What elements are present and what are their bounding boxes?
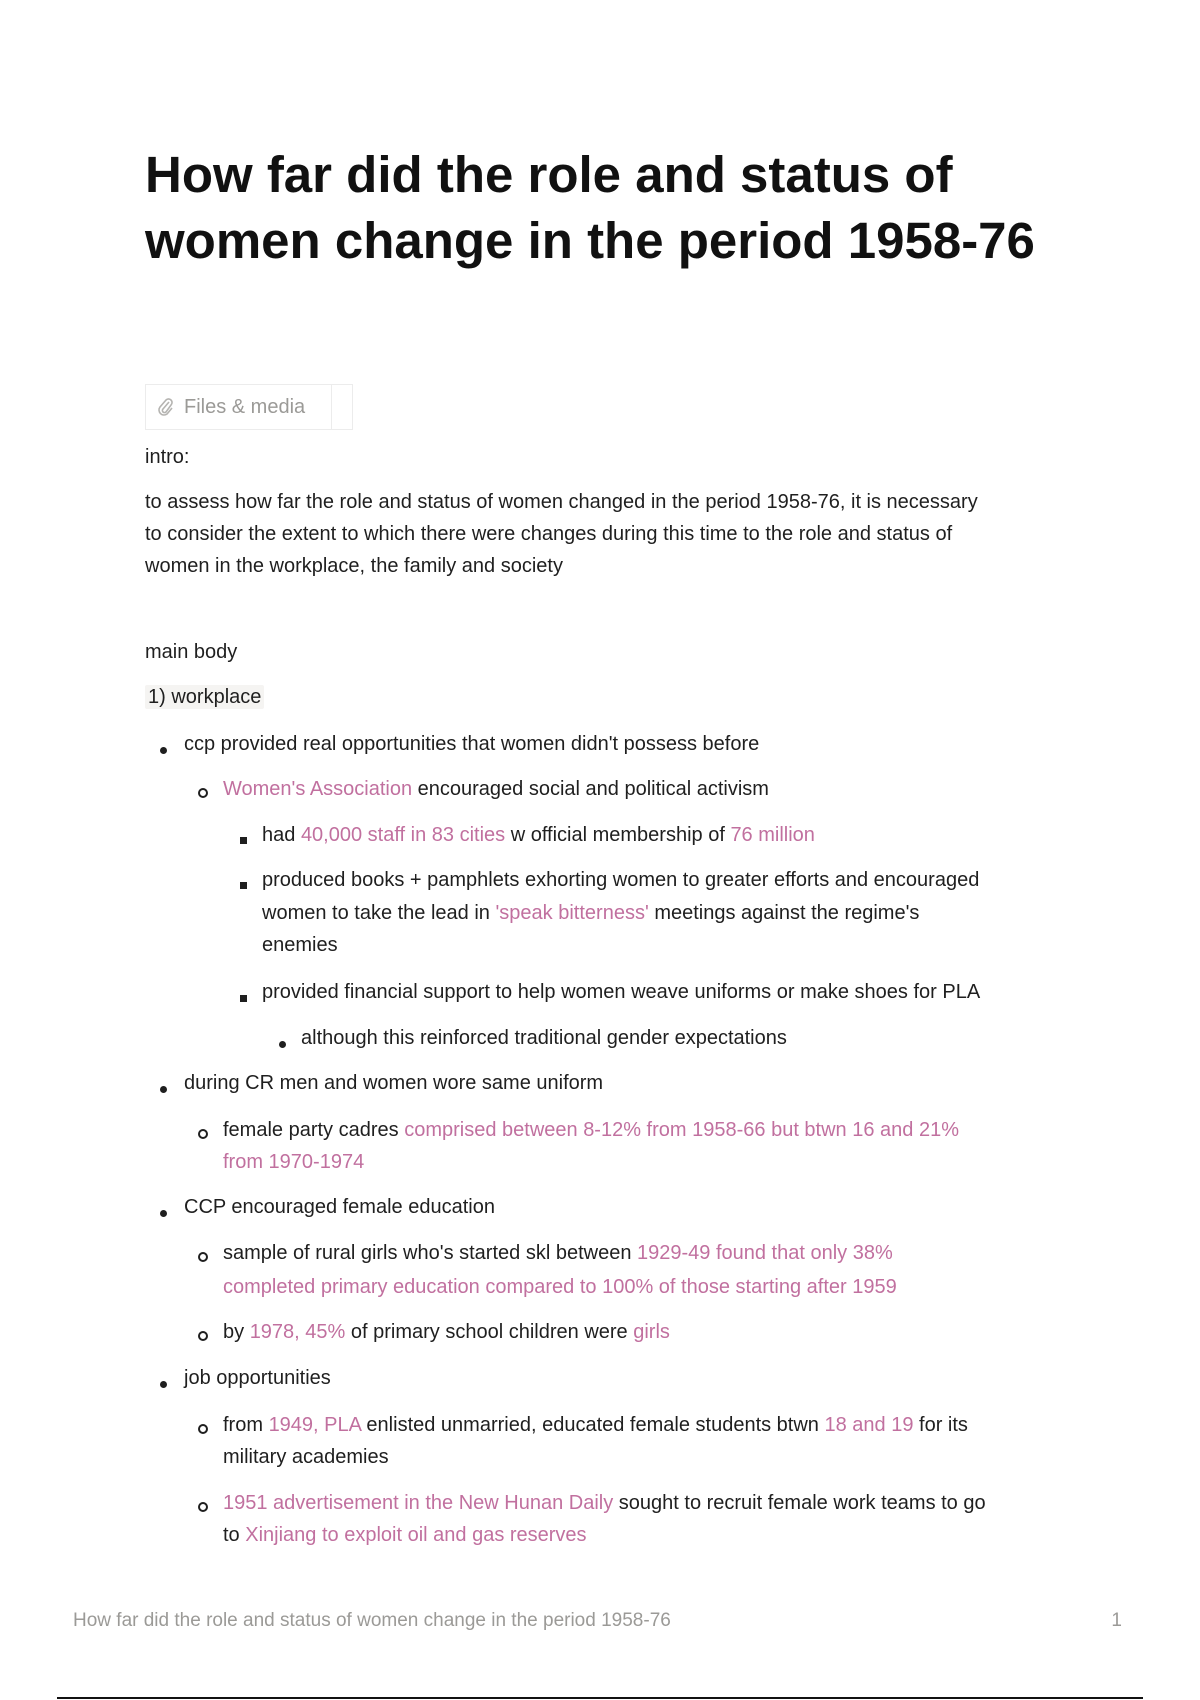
files-media-button[interactable] bbox=[145, 384, 353, 430]
list-item: CCP encouraged female education bbox=[184, 1196, 495, 1218]
intro-line: to assess how far the role and status of women changed in the period 1958-76, it is necessary bbox=[145, 491, 978, 513]
page-number: 1 bbox=[1111, 1610, 1122, 1631]
files-media-label: Files & media bbox=[184, 395, 306, 418]
bullet-icon bbox=[198, 1502, 208, 1512]
highlight-text: 1949, PLA bbox=[268, 1414, 361, 1436]
highlight-text: completed primary education compared to 100% of those starting after 1959 bbox=[223, 1276, 897, 1298]
paperclip-icon bbox=[158, 398, 174, 416]
highlight-text: 76 million bbox=[730, 824, 815, 846]
list-item bbox=[223, 1409, 968, 1441]
item-text: female party cadres bbox=[223, 1119, 405, 1141]
list-item bbox=[223, 1237, 893, 1269]
bullet-icon bbox=[240, 995, 247, 1002]
list-item-continuation: military academies bbox=[223, 1446, 389, 1468]
bullet-icon bbox=[279, 1041, 286, 1048]
item-text: from bbox=[223, 1414, 269, 1436]
main-body-heading: main body bbox=[145, 641, 238, 663]
bullet-icon bbox=[198, 1424, 208, 1434]
bullet-icon bbox=[240, 837, 247, 844]
bullet-icon bbox=[160, 1210, 167, 1217]
footer-title: How far did the role and status of women change in the period 1958-76 bbox=[73, 1610, 671, 1631]
highlight-text: Xinjiang to exploit oil and gas reserves bbox=[245, 1524, 587, 1546]
list-item: during CR men and women wore same uniform bbox=[184, 1072, 604, 1094]
list-item: provided financial support to help women weave uniforms or make shoes for PLA bbox=[262, 981, 981, 1003]
highlight-text: girls bbox=[633, 1321, 670, 1343]
list-item bbox=[223, 1114, 959, 1146]
list-item: although this reinforced traditional gender expectations bbox=[301, 1027, 787, 1049]
list-item-continuation bbox=[223, 1271, 897, 1303]
list-item bbox=[223, 1487, 986, 1519]
item-text: enlisted unmarried, educated female students btwn bbox=[360, 1414, 825, 1436]
highlight-text: 1951 advertisement in the New Hunan Daily bbox=[223, 1492, 614, 1514]
bullet-icon bbox=[160, 1086, 167, 1093]
highlight-text: from 1970-1974 bbox=[223, 1151, 365, 1173]
bullet-icon bbox=[198, 1331, 208, 1341]
bullet-icon bbox=[198, 788, 208, 798]
intro-line: to consider the extent to which there were changes during this time to the role and status of bbox=[145, 523, 953, 545]
item-text: for its bbox=[913, 1414, 968, 1436]
list-item: ccp provided real opportunities that women didn't possess before bbox=[184, 733, 760, 755]
item-text: of primary school children were bbox=[345, 1321, 634, 1343]
item-text: sample of rural girls who's started skl between bbox=[223, 1242, 637, 1264]
list-item-continuation bbox=[223, 1146, 364, 1178]
highlight-text: 40,000 staff in 83 cities bbox=[300, 824, 506, 846]
intro-heading: intro: bbox=[145, 446, 190, 468]
page-title: How far did the role and status of women change in the period 1958-76 bbox=[145, 146, 1035, 269]
files-media-divider bbox=[331, 385, 332, 429]
list-item-continuation: enemies bbox=[262, 934, 338, 956]
item-text: encouraged social and political activism bbox=[412, 778, 769, 800]
highlight-text: comprised between 8-12% from 1958-66 but btwn 16 and 21% bbox=[404, 1119, 959, 1141]
item-text: women to take the lead in bbox=[262, 902, 496, 924]
section-tag: 1) workplace bbox=[145, 685, 264, 709]
list-item: produced books + pamphlets exhorting women to greater efforts and encouraged bbox=[262, 869, 980, 891]
intro-line: women in the workplace, the family and society bbox=[145, 555, 563, 577]
list-item bbox=[262, 819, 815, 851]
highlight-text: 1929-49 found that only 38% bbox=[637, 1242, 893, 1264]
list-item-continuation bbox=[223, 1519, 587, 1551]
item-text: meetings against the regime's bbox=[648, 902, 920, 924]
item-text: had bbox=[262, 824, 301, 846]
bullet-icon bbox=[240, 882, 247, 889]
bullet-icon bbox=[160, 1381, 167, 1388]
highlight-text: 18 and 19 bbox=[824, 1414, 914, 1436]
highlight-text: 'speak bitterness' bbox=[495, 902, 649, 924]
bullet-icon bbox=[198, 1252, 208, 1262]
list-item bbox=[223, 1316, 670, 1348]
section-heading-workplace bbox=[145, 681, 264, 713]
bullet-icon bbox=[160, 747, 167, 754]
item-text: w official membership of bbox=[505, 824, 731, 846]
bullet-icon bbox=[198, 1129, 208, 1139]
item-text: to bbox=[223, 1524, 246, 1546]
list-item: job opportunities bbox=[184, 1367, 331, 1389]
item-text: by bbox=[223, 1321, 250, 1343]
list-item bbox=[223, 773, 769, 805]
highlight-text: Women's Association bbox=[223, 778, 413, 800]
highlight-text: 1978, 45% bbox=[249, 1321, 346, 1343]
item-text: sought to recruit female work teams to go bbox=[613, 1492, 986, 1514]
page-bottom-rule bbox=[57, 1697, 1143, 1699]
list-item-continuation bbox=[262, 897, 919, 929]
